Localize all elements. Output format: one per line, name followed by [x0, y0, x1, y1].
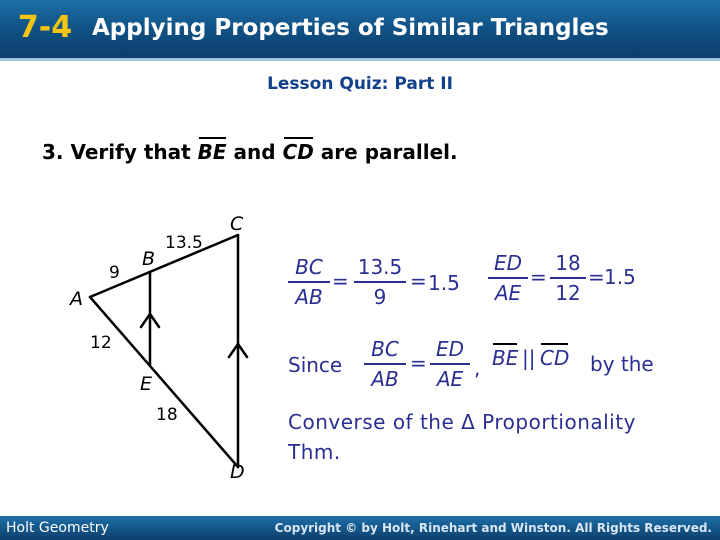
question-text	[42, 140, 458, 164]
slide-subtitle: Lesson Quiz: Part II	[267, 74, 453, 94]
segment-cd: CD	[282, 140, 314, 164]
since-fraction-bc-ab: BC AB	[364, 338, 406, 390]
fraction-18-over-12: 18 12	[550, 252, 586, 304]
vertex-e-label: E	[140, 373, 153, 395]
lesson-number: 7-4	[17, 10, 73, 45]
length-bc: 13.5	[165, 233, 203, 253]
ratio-ed-ae: ED AE = 18 12 = 1.5	[488, 252, 658, 314]
fraction-ed-over-ae: ED AE	[488, 252, 528, 304]
length-ed: 18	[156, 405, 178, 425]
vertex-a-label: A	[70, 288, 83, 310]
reason-line-1: Converse of the Δ Proportionality	[288, 410, 636, 434]
triangle-figure	[60, 205, 260, 495]
since-segment-cd: CD	[540, 346, 570, 370]
footer-copyright: Copyright © by Holt, Rinehart and Winston. All Rights Reserved.	[274, 521, 712, 535]
ratio-bc-ab: BC AB = 13.5 9 = 1.5	[288, 256, 478, 318]
since-fraction-ed-ae: ED AE	[430, 338, 470, 390]
length-ab: 9	[109, 263, 120, 283]
question-prefix: 3. Verify that	[42, 140, 198, 164]
footer-bar	[0, 516, 720, 540]
by-the-text: by the	[590, 352, 654, 376]
since-segment-be: BE	[492, 346, 519, 370]
question-middle: and	[226, 140, 283, 164]
fraction-13-5-over-9: 13.5 9	[354, 256, 406, 308]
question-suffix: are parallel.	[313, 140, 458, 164]
fraction-bc-over-ab: BC AB	[288, 256, 330, 308]
since-statement: Since BC AB = ED AE , BE || CD by the	[288, 337, 654, 391]
ratio2-result: 1.5	[604, 265, 636, 289]
side-ad	[90, 297, 238, 467]
reason-line-2: Thm.	[288, 440, 341, 464]
vertex-c-label: C	[230, 213, 244, 235]
length-ae: 12	[90, 333, 112, 353]
since-word: Since	[288, 353, 343, 377]
vertex-b-label: B	[142, 248, 156, 270]
header-title: Applying Properties of Similar Triangles	[92, 15, 609, 41]
segment-be: BE	[197, 140, 227, 164]
header-bar	[0, 0, 720, 58]
header-accent-line	[0, 58, 720, 61]
footer-course: Holt Geometry	[6, 520, 109, 536]
ratio1-result: 1.5	[428, 271, 460, 295]
parallel-symbol: ||	[522, 346, 536, 370]
vertex-d-label: D	[230, 461, 245, 483]
